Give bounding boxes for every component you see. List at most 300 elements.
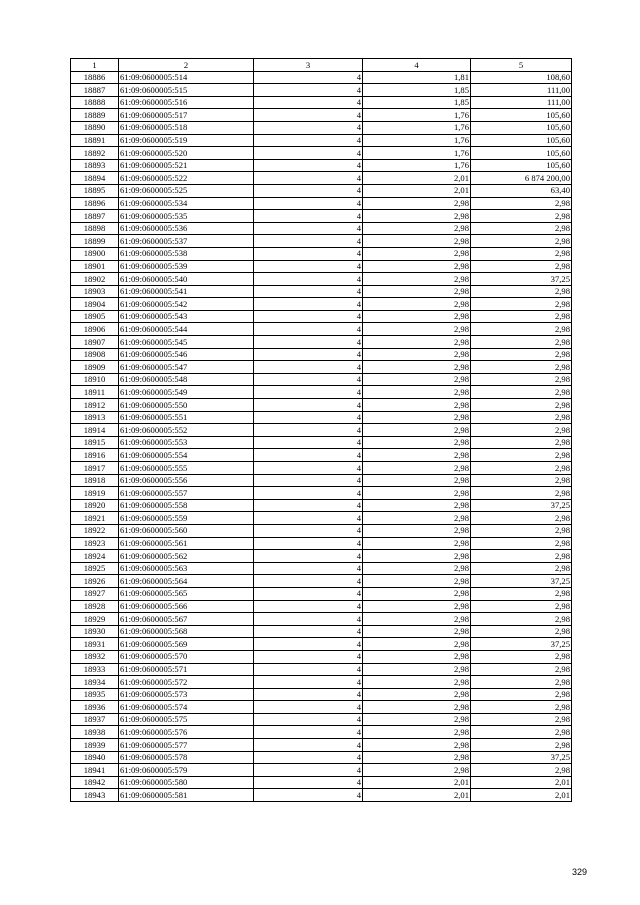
amount-cell: 2,98 (471, 436, 572, 449)
table-row (71, 323, 572, 336)
table-row (71, 663, 572, 676)
category-cell: 4 (254, 688, 363, 701)
cadastral-number-cell: 61:09:0600005:581 (119, 789, 254, 802)
cadastral-number-cell: 61:09:0600005:569 (119, 638, 254, 651)
column-header-2: 2 (119, 59, 254, 72)
row-number-cell: 18888 (71, 96, 119, 109)
value-cell: 2,98 (363, 600, 471, 613)
amount-cell: 2,98 (471, 562, 572, 575)
row-number-cell: 18921 (71, 512, 119, 525)
value-cell: 2,98 (363, 474, 471, 487)
category-cell: 4 (254, 701, 363, 714)
value-cell: 2,98 (363, 499, 471, 512)
value-cell: 2,98 (363, 739, 471, 752)
table-row (71, 159, 572, 172)
cadastral-number-cell: 61:09:0600005:516 (119, 96, 254, 109)
category-cell: 4 (254, 361, 363, 374)
value-cell: 2,98 (363, 273, 471, 286)
amount-cell: 2,98 (471, 524, 572, 537)
cadastral-number-cell: 61:09:0600005:545 (119, 336, 254, 349)
row-number-cell: 18919 (71, 487, 119, 500)
page-number: 329 (571, 867, 587, 877)
row-number-cell: 18907 (71, 336, 119, 349)
table-row (71, 739, 572, 752)
table-row (71, 336, 572, 349)
cadastral-number-cell: 61:09:0600005:550 (119, 399, 254, 412)
table-row (71, 121, 572, 134)
category-cell: 4 (254, 298, 363, 311)
table-row (71, 701, 572, 714)
row-number-cell: 18895 (71, 184, 119, 197)
value-cell: 2,98 (363, 210, 471, 223)
table-row (71, 625, 572, 638)
category-cell: 4 (254, 159, 363, 172)
value-cell: 2,98 (363, 688, 471, 701)
cadastral-number-cell: 61:09:0600005:552 (119, 424, 254, 437)
row-number-cell: 18937 (71, 713, 119, 726)
amount-cell: 2,98 (471, 336, 572, 349)
amount-cell: 2,98 (471, 663, 572, 676)
value-cell: 2,98 (363, 260, 471, 273)
table-row (71, 449, 572, 462)
category-cell: 4 (254, 587, 363, 600)
value-cell: 2,98 (363, 524, 471, 537)
value-cell: 1,85 (363, 84, 471, 97)
category-cell: 4 (254, 210, 363, 223)
cadastral-number-cell: 61:09:0600005:519 (119, 134, 254, 147)
row-number-cell: 18928 (71, 600, 119, 613)
amount-cell: 2,98 (471, 764, 572, 777)
category-cell: 4 (254, 739, 363, 752)
amount-cell: 2,98 (471, 474, 572, 487)
table-row (71, 222, 572, 235)
amount-cell: 2,98 (471, 260, 572, 273)
row-number-cell: 18904 (71, 298, 119, 311)
cadastral-number-cell: 61:09:0600005:577 (119, 739, 254, 752)
cadastral-number-cell: 61:09:0600005:515 (119, 84, 254, 97)
table-row (71, 650, 572, 663)
table-row (71, 764, 572, 777)
value-cell: 2,98 (363, 449, 471, 462)
amount-cell: 2,98 (471, 550, 572, 563)
cadastral-number-cell: 61:09:0600005:563 (119, 562, 254, 575)
amount-cell: 2,98 (471, 298, 572, 311)
amount-cell: 2,98 (471, 462, 572, 475)
category-cell: 4 (254, 386, 363, 399)
category-cell: 4 (254, 537, 363, 550)
cadastral-number-cell: 61:09:0600005:537 (119, 235, 254, 248)
table-row (71, 260, 572, 273)
category-cell: 4 (254, 436, 363, 449)
amount-cell: 105,60 (471, 109, 572, 122)
cadastral-number-cell: 61:09:0600005:536 (119, 222, 254, 235)
cadastral-number-cell: 61:09:0600005:546 (119, 348, 254, 361)
row-number-cell: 18934 (71, 676, 119, 689)
value-cell: 2,01 (363, 184, 471, 197)
row-number-cell: 18905 (71, 310, 119, 323)
value-cell: 2,98 (363, 650, 471, 663)
cadastral-number-cell: 61:09:0600005:558 (119, 499, 254, 512)
amount-cell: 2,01 (471, 789, 572, 802)
cadastral-number-cell: 61:09:0600005:543 (119, 310, 254, 323)
value-cell: 1,81 (363, 71, 471, 84)
amount-cell: 2,98 (471, 373, 572, 386)
cadastral-number-cell: 61:09:0600005:561 (119, 537, 254, 550)
table-row (71, 676, 572, 689)
cadastral-number-cell: 61:09:0600005:525 (119, 184, 254, 197)
category-cell: 4 (254, 575, 363, 588)
cadastral-number-cell: 61:09:0600005:568 (119, 625, 254, 638)
row-number-cell: 18903 (71, 285, 119, 298)
category-cell: 4 (254, 84, 363, 97)
row-number-cell: 18887 (71, 84, 119, 97)
cadastral-number-cell: 61:09:0600005:551 (119, 411, 254, 424)
value-cell: 2,98 (363, 701, 471, 714)
value-cell: 1,76 (363, 121, 471, 134)
value-cell: 2,98 (363, 512, 471, 525)
category-cell: 4 (254, 121, 363, 134)
amount-cell: 2,98 (471, 399, 572, 412)
cadastral-number-cell: 61:09:0600005:548 (119, 373, 254, 386)
row-number-cell: 18918 (71, 474, 119, 487)
amount-cell: 2,98 (471, 197, 572, 210)
column-header-4: 4 (363, 59, 471, 72)
cadastral-number-cell: 61:09:0600005:574 (119, 701, 254, 714)
table-row (71, 537, 572, 550)
table-row (71, 613, 572, 626)
value-cell: 1,76 (363, 147, 471, 160)
amount-cell: 37,25 (471, 273, 572, 286)
row-number-cell: 18917 (71, 462, 119, 475)
amount-cell: 2,98 (471, 411, 572, 424)
row-number-cell: 18909 (71, 361, 119, 374)
table-row (71, 524, 572, 537)
category-cell: 4 (254, 512, 363, 525)
cadastral-number-cell: 61:09:0600005:566 (119, 600, 254, 613)
cadastral-number-cell: 61:09:0600005:534 (119, 197, 254, 210)
cadastral-number-cell: 61:09:0600005:535 (119, 210, 254, 223)
table-row (71, 348, 572, 361)
category-cell: 4 (254, 323, 363, 336)
row-number-cell: 18936 (71, 701, 119, 714)
row-number-cell: 18932 (71, 650, 119, 663)
value-cell: 2,98 (363, 411, 471, 424)
category-cell: 4 (254, 663, 363, 676)
row-number-cell: 18931 (71, 638, 119, 651)
cadastral-number-cell: 61:09:0600005:539 (119, 260, 254, 273)
cadastral-number-cell: 61:09:0600005:553 (119, 436, 254, 449)
amount-cell: 2,98 (471, 449, 572, 462)
column-header-3: 3 (254, 59, 363, 72)
amount-cell: 2,98 (471, 247, 572, 260)
cadastral-number-cell: 61:09:0600005:538 (119, 247, 254, 260)
row-number-cell: 18929 (71, 613, 119, 626)
value-cell: 2,98 (363, 361, 471, 374)
value-cell: 2,98 (363, 751, 471, 764)
table-row (71, 386, 572, 399)
amount-cell: 37,25 (471, 499, 572, 512)
category-cell: 4 (254, 524, 363, 537)
row-number-cell: 18924 (71, 550, 119, 563)
cadastral-number-cell: 61:09:0600005:572 (119, 676, 254, 689)
category-cell: 4 (254, 764, 363, 777)
amount-cell: 63,40 (471, 184, 572, 197)
cadastral-number-cell: 61:09:0600005:554 (119, 449, 254, 462)
table-row (71, 688, 572, 701)
column-header-1: 1 (71, 59, 119, 72)
value-cell: 2,98 (363, 537, 471, 550)
cadastral-number-cell: 61:09:0600005:571 (119, 663, 254, 676)
value-cell: 2,98 (363, 386, 471, 399)
amount-cell: 2,98 (471, 650, 572, 663)
row-number-cell: 18916 (71, 449, 119, 462)
table-row (71, 273, 572, 286)
row-number-cell: 18940 (71, 751, 119, 764)
table-row (71, 147, 572, 160)
category-cell: 4 (254, 222, 363, 235)
value-cell: 2,01 (363, 789, 471, 802)
cadastral-number-cell: 61:09:0600005:562 (119, 550, 254, 563)
row-number-cell: 18941 (71, 764, 119, 777)
amount-cell: 2,98 (471, 222, 572, 235)
cadastral-number-cell: 61:09:0600005:560 (119, 524, 254, 537)
amount-cell: 6 874 200,00 (471, 172, 572, 185)
category-cell: 4 (254, 172, 363, 185)
amount-cell: 2,98 (471, 487, 572, 500)
category-cell: 4 (254, 411, 363, 424)
row-number-cell: 18898 (71, 222, 119, 235)
table-row (71, 210, 572, 223)
value-cell: 1,76 (363, 159, 471, 172)
row-number-cell: 18923 (71, 537, 119, 550)
value-cell: 2,98 (363, 462, 471, 475)
table-body (71, 71, 572, 801)
amount-cell: 2,98 (471, 512, 572, 525)
cadastral-number-cell: 61:09:0600005:564 (119, 575, 254, 588)
value-cell: 2,98 (363, 676, 471, 689)
amount-cell: 37,25 (471, 575, 572, 588)
value-cell: 2,98 (363, 235, 471, 248)
category-cell: 4 (254, 751, 363, 764)
row-number-cell: 18890 (71, 121, 119, 134)
value-cell: 2,98 (363, 298, 471, 311)
category-cell: 4 (254, 235, 363, 248)
row-number-cell: 18896 (71, 197, 119, 210)
row-number-cell: 18920 (71, 499, 119, 512)
row-number-cell: 18901 (71, 260, 119, 273)
cadastral-number-cell: 61:09:0600005:565 (119, 587, 254, 600)
amount-cell: 2,98 (471, 600, 572, 613)
category-cell: 4 (254, 600, 363, 613)
category-cell: 4 (254, 625, 363, 638)
cadastral-number-cell: 61:09:0600005:517 (119, 109, 254, 122)
table-row (71, 84, 572, 97)
table-row (71, 713, 572, 726)
cadastral-number-cell: 61:09:0600005:556 (119, 474, 254, 487)
amount-cell: 2,01 (471, 776, 572, 789)
amount-cell: 2,98 (471, 726, 572, 739)
row-number-cell: 18897 (71, 210, 119, 223)
row-number-cell: 18891 (71, 134, 119, 147)
amount-cell: 2,98 (471, 613, 572, 626)
table-row (71, 298, 572, 311)
row-number-cell: 18894 (71, 172, 119, 185)
cadastral-number-cell: 61:09:0600005:521 (119, 159, 254, 172)
row-number-cell: 18938 (71, 726, 119, 739)
category-cell: 4 (254, 197, 363, 210)
row-number-cell: 18892 (71, 147, 119, 160)
category-cell: 4 (254, 713, 363, 726)
row-number-cell: 18908 (71, 348, 119, 361)
value-cell: 2,98 (363, 323, 471, 336)
amount-cell: 108,60 (471, 71, 572, 84)
row-number-cell: 18926 (71, 575, 119, 588)
amount-cell: 2,98 (471, 739, 572, 752)
value-cell: 2,01 (363, 172, 471, 185)
category-cell: 4 (254, 184, 363, 197)
amount-cell: 105,60 (471, 121, 572, 134)
table-row (71, 96, 572, 109)
column-header-5: 5 (471, 59, 572, 72)
cadastral-number-cell: 61:09:0600005:514 (119, 71, 254, 84)
row-number-cell: 18942 (71, 776, 119, 789)
table-row (71, 474, 572, 487)
value-cell: 2,98 (363, 587, 471, 600)
category-cell: 4 (254, 424, 363, 437)
row-number-cell: 18943 (71, 789, 119, 802)
table-row (71, 600, 572, 613)
category-cell: 4 (254, 550, 363, 563)
value-cell: 2,98 (363, 625, 471, 638)
category-cell: 4 (254, 348, 363, 361)
row-number-cell: 18922 (71, 524, 119, 537)
table-row (71, 71, 572, 84)
value-cell: 1,85 (363, 96, 471, 109)
category-cell: 4 (254, 776, 363, 789)
table-row (71, 550, 572, 563)
table-row (71, 109, 572, 122)
category-cell: 4 (254, 399, 363, 412)
value-cell: 2,98 (363, 285, 471, 298)
cadastral-number-cell: 61:09:0600005:522 (119, 172, 254, 185)
table-row (71, 424, 572, 437)
table-row (71, 512, 572, 525)
amount-cell: 2,98 (471, 361, 572, 374)
cadastral-number-cell: 61:09:0600005:578 (119, 751, 254, 764)
value-cell: 2,98 (363, 436, 471, 449)
row-number-cell: 18925 (71, 562, 119, 575)
value-cell: 2,98 (363, 373, 471, 386)
table-row (71, 789, 572, 802)
table-row (71, 776, 572, 789)
table-header (71, 59, 572, 72)
amount-cell: 2,98 (471, 676, 572, 689)
cadastral-number-cell: 61:09:0600005:567 (119, 613, 254, 626)
data-table-container (70, 58, 571, 802)
amount-cell: 105,60 (471, 134, 572, 147)
category-cell: 4 (254, 650, 363, 663)
row-number-cell: 18902 (71, 273, 119, 286)
amount-cell: 105,60 (471, 159, 572, 172)
row-number-cell: 18913 (71, 411, 119, 424)
table-row (71, 462, 572, 475)
amount-cell: 2,98 (471, 310, 572, 323)
value-cell: 2,98 (363, 726, 471, 739)
row-number-cell: 18889 (71, 109, 119, 122)
table-row (71, 310, 572, 323)
amount-cell: 2,98 (471, 688, 572, 701)
cadastral-number-cell: 61:09:0600005:579 (119, 764, 254, 777)
cadastral-number-cell: 61:09:0600005:520 (119, 147, 254, 160)
category-cell: 4 (254, 336, 363, 349)
category-cell: 4 (254, 474, 363, 487)
value-cell: 2,98 (363, 562, 471, 575)
amount-cell: 2,98 (471, 701, 572, 714)
value-cell: 2,98 (363, 764, 471, 777)
amount-cell: 2,98 (471, 235, 572, 248)
category-cell: 4 (254, 373, 363, 386)
amount-cell: 105,60 (471, 147, 572, 160)
cadastral-number-cell: 61:09:0600005:549 (119, 386, 254, 399)
amount-cell: 111,00 (471, 96, 572, 109)
table-row (71, 411, 572, 424)
table-row (71, 197, 572, 210)
amount-cell: 2,98 (471, 625, 572, 638)
cadastral-number-cell: 61:09:0600005:540 (119, 273, 254, 286)
category-cell: 4 (254, 109, 363, 122)
row-number-cell: 18912 (71, 399, 119, 412)
cadastral-number-cell: 61:09:0600005:559 (119, 512, 254, 525)
cadastral-number-cell: 61:09:0600005:518 (119, 121, 254, 134)
amount-cell: 2,98 (471, 323, 572, 336)
value-cell: 2,98 (363, 663, 471, 676)
table-row (71, 587, 572, 600)
row-number-cell: 18935 (71, 688, 119, 701)
row-number-cell: 18927 (71, 587, 119, 600)
table-row (71, 361, 572, 374)
category-cell: 4 (254, 499, 363, 512)
value-cell: 2,98 (363, 713, 471, 726)
amount-cell: 37,25 (471, 638, 572, 651)
cadastral-number-cell: 61:09:0600005:580 (119, 776, 254, 789)
value-cell: 1,76 (363, 134, 471, 147)
category-cell: 4 (254, 134, 363, 147)
category-cell: 4 (254, 285, 363, 298)
category-cell: 4 (254, 449, 363, 462)
row-number-cell: 18900 (71, 247, 119, 260)
value-cell: 2,98 (363, 197, 471, 210)
cadastral-number-cell: 61:09:0600005:541 (119, 285, 254, 298)
row-number-cell: 18893 (71, 159, 119, 172)
category-cell: 4 (254, 273, 363, 286)
category-cell: 4 (254, 726, 363, 739)
category-cell: 4 (254, 487, 363, 500)
value-cell: 2,98 (363, 247, 471, 260)
value-cell: 2,98 (363, 550, 471, 563)
cadastral-number-cell: 61:09:0600005:576 (119, 726, 254, 739)
amount-cell: 37,25 (471, 751, 572, 764)
value-cell: 2,98 (363, 222, 471, 235)
row-number-cell: 18930 (71, 625, 119, 638)
category-cell: 4 (254, 462, 363, 475)
table-row (71, 751, 572, 764)
row-number-cell: 18933 (71, 663, 119, 676)
table-row (71, 373, 572, 386)
value-cell: 2,98 (363, 336, 471, 349)
cadastral-number-cell: 61:09:0600005:573 (119, 688, 254, 701)
value-cell: 2,98 (363, 487, 471, 500)
cadastral-number-cell: 61:09:0600005:547 (119, 361, 254, 374)
